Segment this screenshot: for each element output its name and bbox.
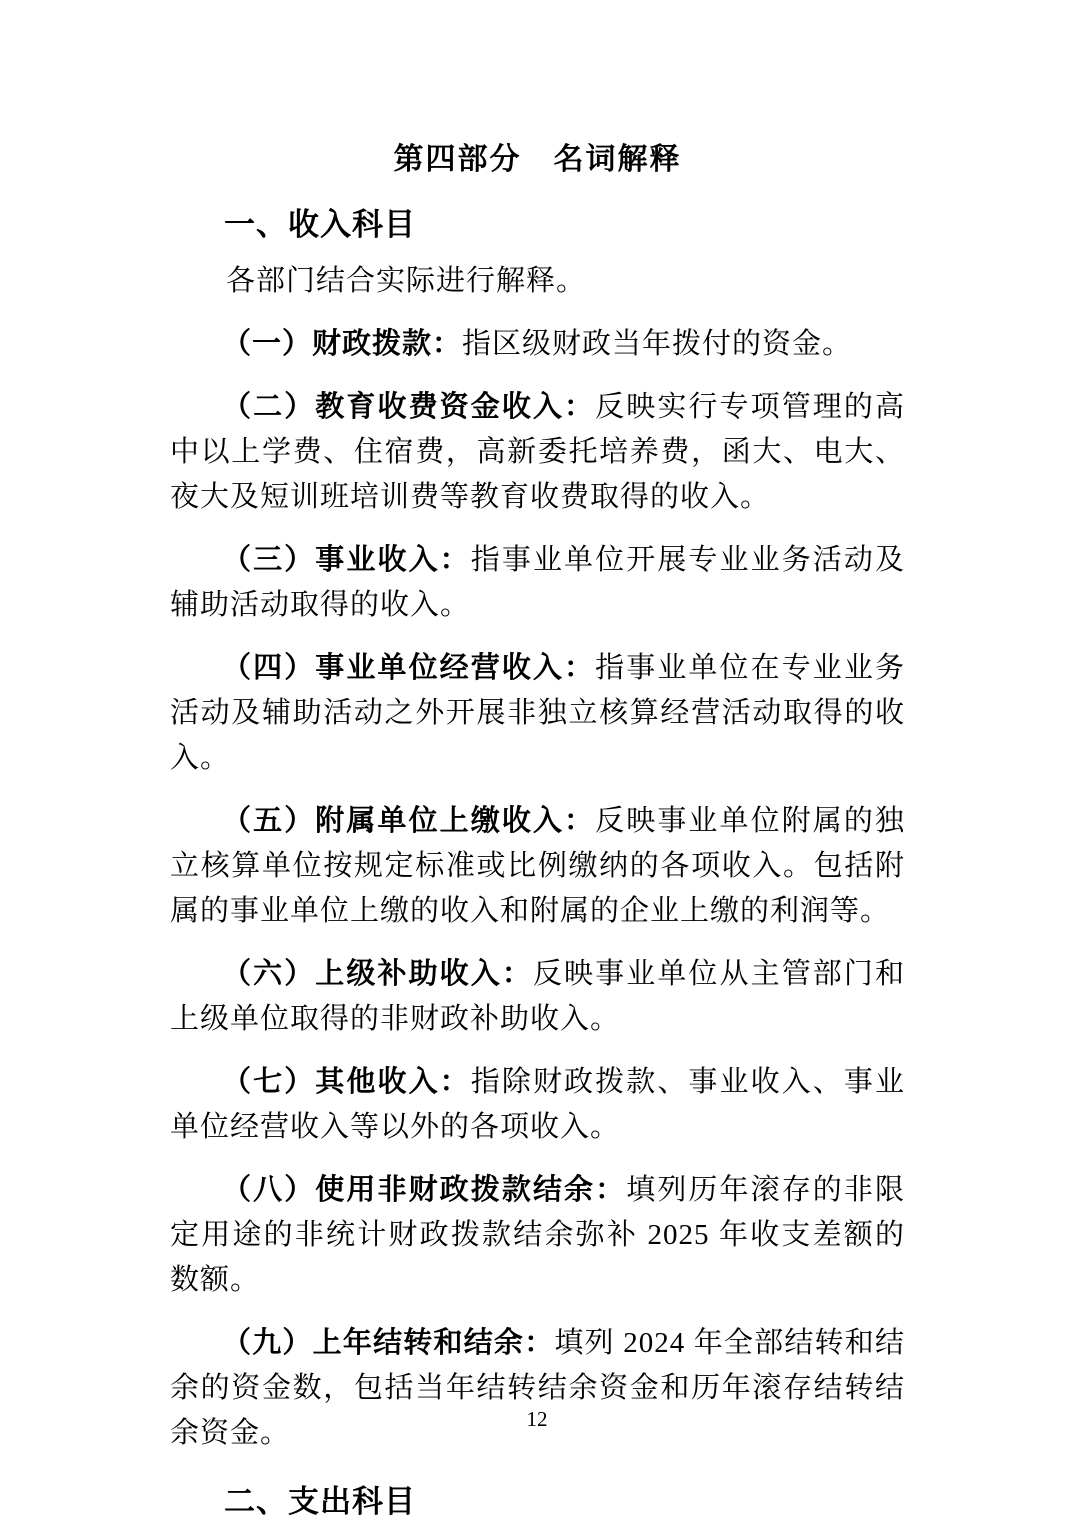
term-label: （四）事业单位经营收入： xyxy=(222,652,596,684)
term-label: （二）教育收费资金收入： xyxy=(222,391,596,423)
term-label: （三）事业收入： xyxy=(222,544,471,576)
definition-item xyxy=(170,646,905,781)
term-definition: 填列 2024 年全部结转和结余的资金数，包括当年结转结余资金和历年滚存结转结余资金。 xyxy=(170,1327,905,1449)
term-label: （一）财政拨款： xyxy=(222,328,463,360)
definition-item xyxy=(170,799,905,934)
page-number: 12 xyxy=(526,1407,548,1431)
term-label: （六）上级补助收入： xyxy=(222,958,533,990)
definition-item xyxy=(170,538,905,628)
term-definition: 指除财政拨款、事业收入、事业单位经营收入等以外的各项收入。 xyxy=(170,1066,905,1143)
section-heading-expense: 二、支出科目 xyxy=(224,1484,416,1519)
definition-item xyxy=(170,322,905,367)
term-definition: 填列历年滚存的非限定用途的非统计财政拨款结余弥补 2025 年收支差额的数额。 xyxy=(170,1174,905,1296)
term-label: （九）上年结转和结余： xyxy=(222,1327,555,1359)
page-content xyxy=(170,141,905,1520)
definition-item xyxy=(170,952,905,1042)
definition-item xyxy=(170,1321,905,1456)
term-definition: 指事业单位开展专业业务活动及辅助活动取得的收入。 xyxy=(170,544,905,621)
definition-item xyxy=(170,385,905,520)
section-intro: 各部门结合实际进行解释。 xyxy=(226,265,587,297)
page-title: 第四部分 名词解释 xyxy=(393,143,682,176)
term-label: （七）其他收入： xyxy=(222,1066,471,1098)
definition-item xyxy=(170,1060,905,1150)
section-heading-income: 一、收入科目 xyxy=(224,207,416,242)
term-definition: 反映实行专项管理的高中以上学费、住宿费，高新委托培养费，函大、电大、夜大及短训班培训费等教育收费取得的收入。 xyxy=(170,391,905,513)
term-label: （八）使用非财政拨款结余： xyxy=(222,1174,627,1206)
term-definition: 指区级财政当年拨付的资金。 xyxy=(462,328,853,360)
term-definition: 反映事业单位附属的独立核算单位按规定标准或比例缴纳的各项收入。包括附属的事业单位上缴的收入和附属的企业上缴的利润等。 xyxy=(170,805,905,927)
term-definition: 指事业单位在专业业务活动及辅助活动之外开展非独立核算经营活动取得的收入。 xyxy=(170,652,905,774)
term-label: （五）附属单位上缴收入： xyxy=(222,805,596,837)
definition-item xyxy=(170,1168,905,1303)
term-definition: 反映事业单位从主管部门和上级单位取得的非财政补助收入。 xyxy=(170,958,905,1035)
